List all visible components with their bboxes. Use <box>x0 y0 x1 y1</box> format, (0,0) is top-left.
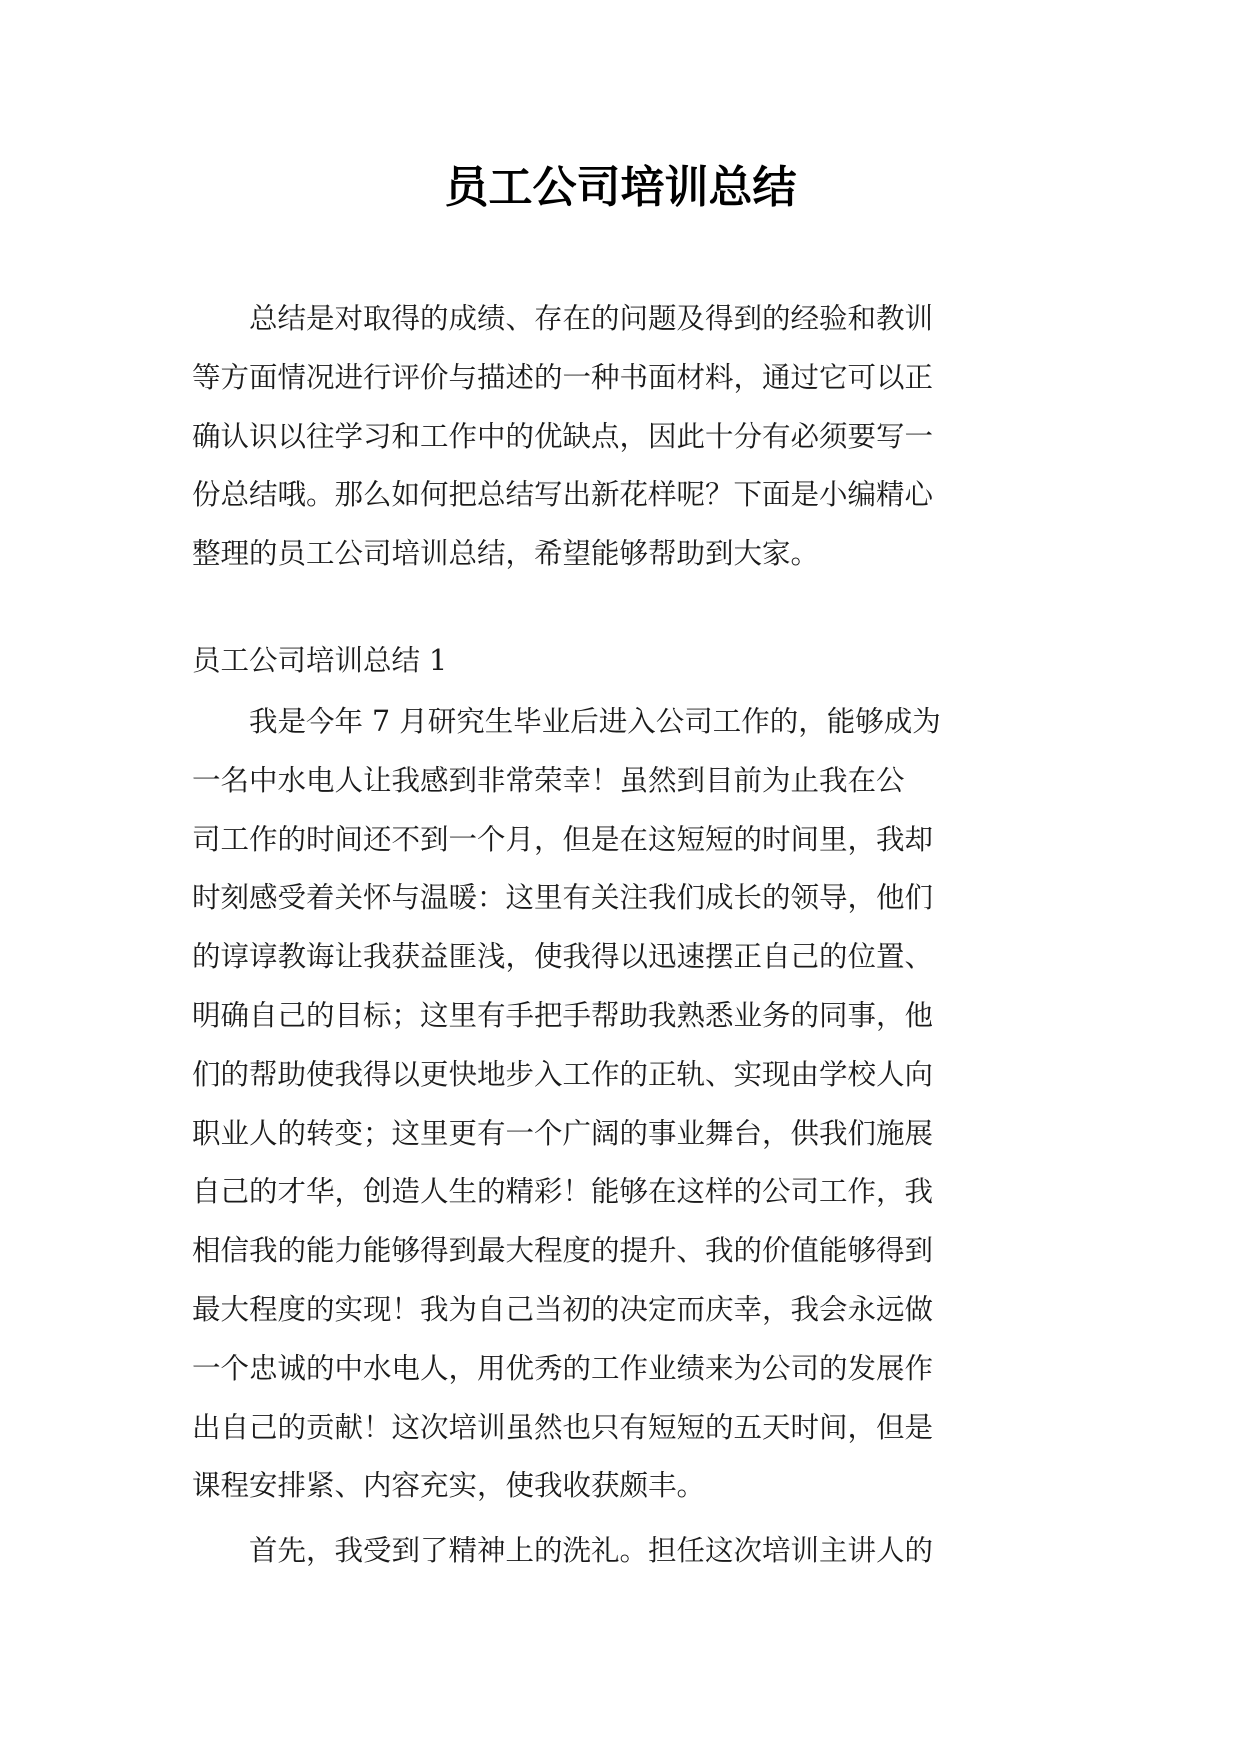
document-title: 员工公司培训总结 <box>444 162 797 213</box>
intro-line: 确认识以往学习和工作中的优缺点，因此十分有必须要写一 <box>192 419 934 453</box>
section-paragraph-1 <box>192 693 1052 1516</box>
section-heading: 员工公司培训总结 1 <box>192 644 448 677</box>
intro-line: 份总结哦。那么如何把总结写出新花样呢？下面是小编精心 <box>192 478 934 512</box>
paragraph-line: 们的帮助使我得以更快地步入工作的正轨、实现由学校人向 <box>192 1057 934 1091</box>
paragraph-line: 一名中水电人让我感到非常荣幸！虽然到目前为止我在公 <box>192 763 905 797</box>
intro-line: 整理的员工公司培训总结，希望能够帮助到大家。 <box>192 537 820 571</box>
paragraph-line: 一个忠诚的中水电人，用优秀的工作业绩来为公司的发展作 <box>192 1351 934 1385</box>
intro-section <box>192 290 1052 584</box>
section-paragraph-2 <box>192 1522 1052 1581</box>
paragraph-line: 司工作的时间还不到一个月，但是在这短短的时间里，我却 <box>192 822 934 856</box>
paragraph-line: 职业人的转变；这里更有一个广阔的事业舞台，供我们施展 <box>192 1116 934 1150</box>
paragraph-line: 我是今年 7 月研究生毕业后进入公司工作的，能够成为 <box>249 705 941 738</box>
paragraph-line: 首先，我受到了精神上的洗礼。担任这次培训主讲人的 <box>249 1534 934 1568</box>
paragraph-line: 时刻感受着关怀与温暖：这里有关注我们成长的领导，他们 <box>192 881 934 915</box>
paragraph-line: 相信我的能力能够得到最大程度的提升、我的价值能够得到 <box>192 1234 934 1268</box>
paragraph-line: 明确自己的目标；这里有手把手帮助我熟悉业务的同事，他 <box>192 998 934 1032</box>
paragraph-line: 自己的才华，创造人生的精彩！能够在这样的公司工作，我 <box>192 1175 934 1209</box>
paragraph-line: 的谆谆教诲让我获益匪浅，使我得以迅速摆正自己的位置、 <box>192 940 934 974</box>
intro-line: 总结是对取得的成绩、存在的问题及得到的经验和教训 <box>249 302 934 335</box>
paragraph-line: 出自己的贡献！这次培训虽然也只有短短的五天时间，但是 <box>192 1410 934 1444</box>
intro-line: 等方面情况进行评价与描述的一种书面材料，通过它可以正 <box>192 360 934 394</box>
intro-paragraph <box>192 290 1052 584</box>
paragraph-line: 最大程度的实现！我为自己当初的决定而庆幸，我会永远做 <box>192 1292 934 1326</box>
section-body <box>192 693 1052 1581</box>
paragraph-line: 课程安排紧、内容充实，使我收获颇丰。 <box>192 1469 706 1503</box>
